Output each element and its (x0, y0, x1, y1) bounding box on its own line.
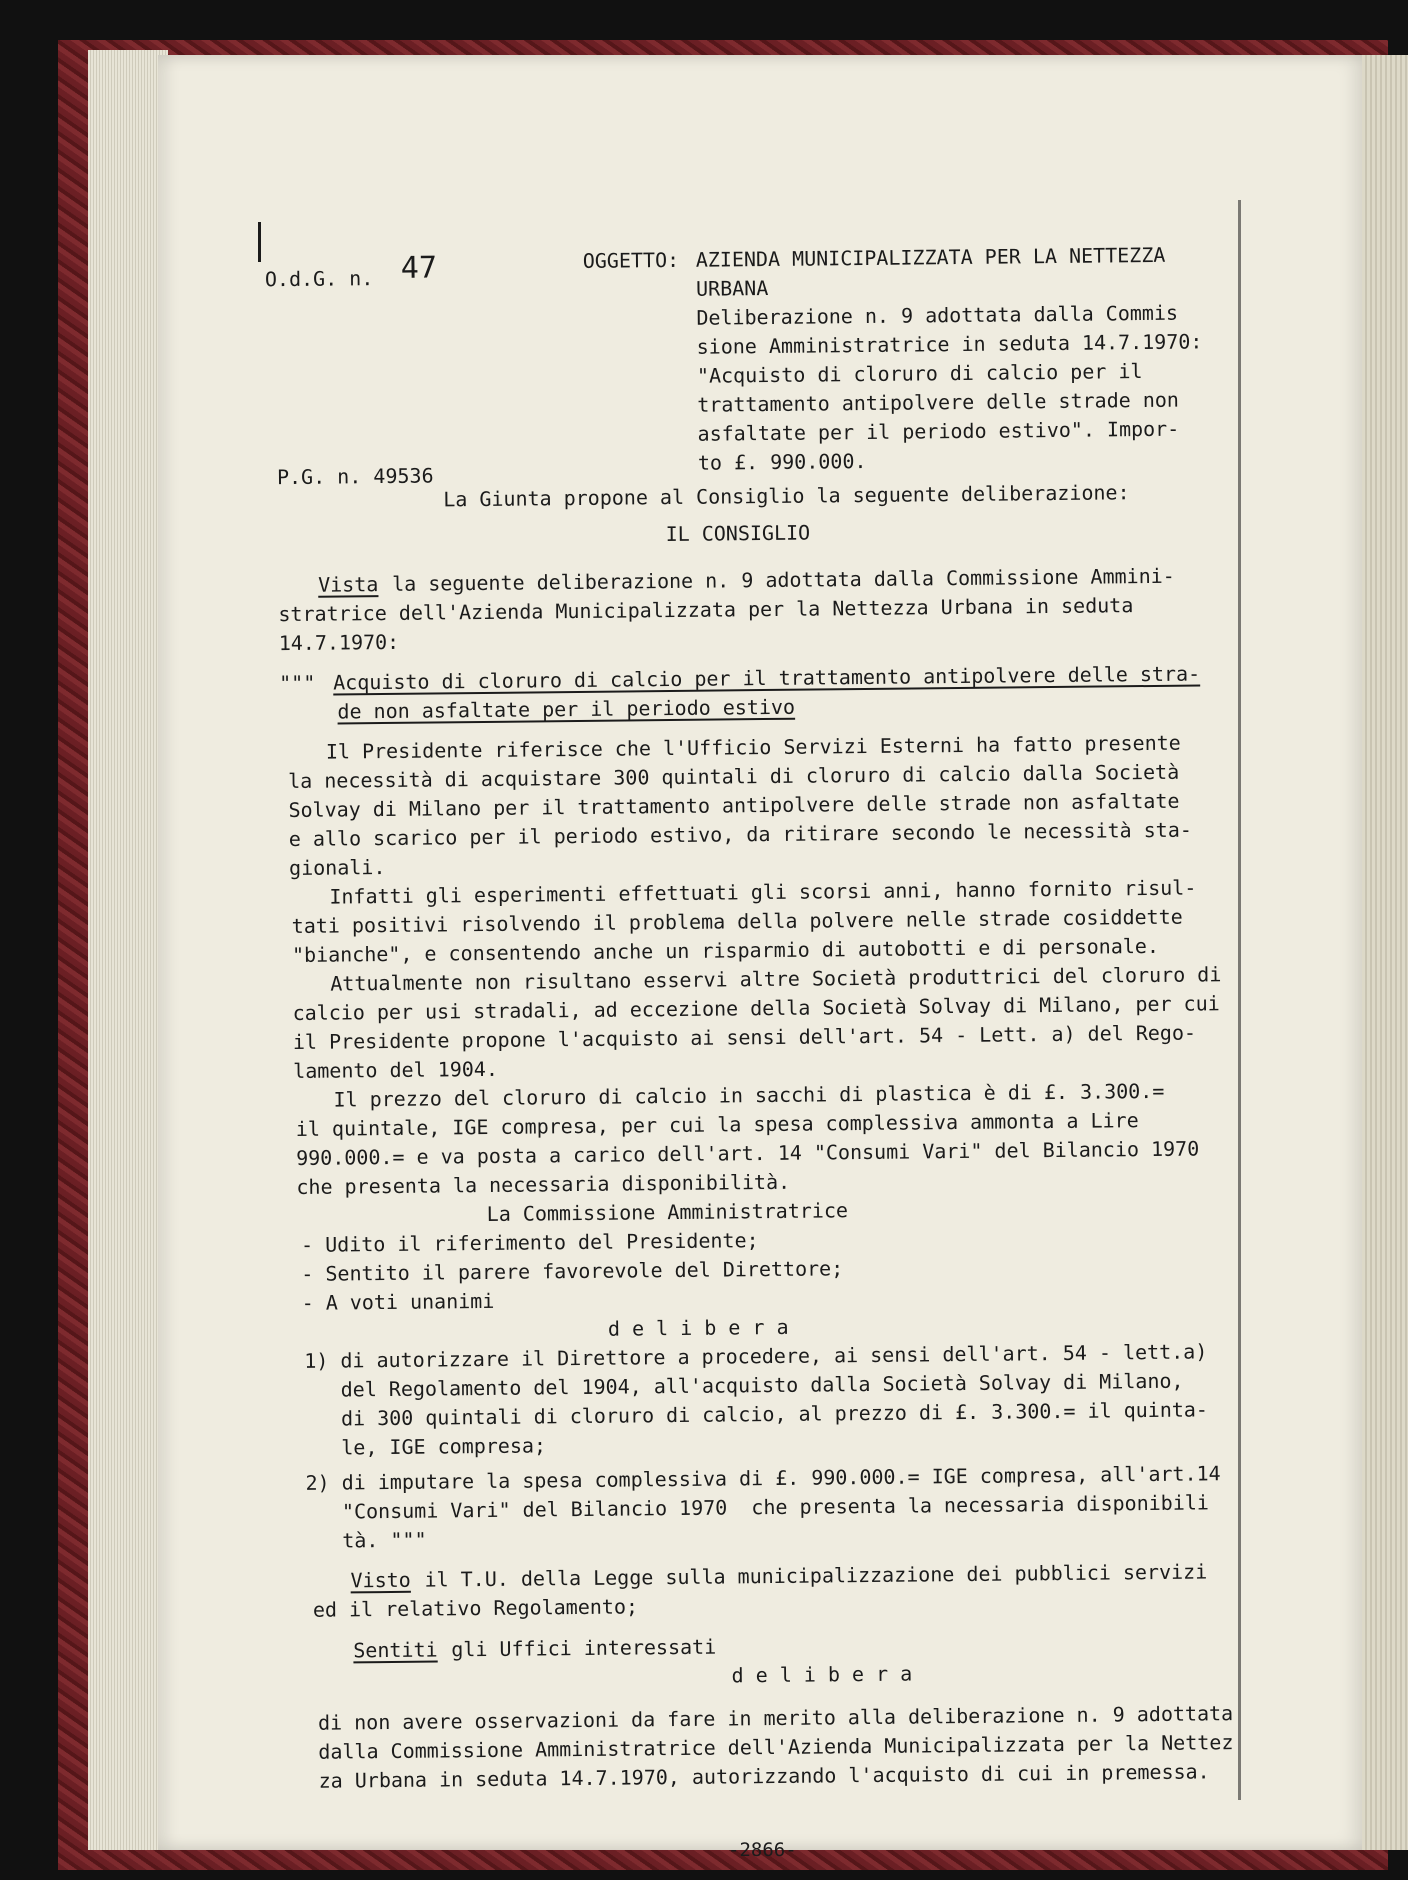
list-item: - Sentito il parere favorevole del Direttore; (301, 1256, 844, 1286)
final-line: di non avere osservazioni da fare in merito alla deliberazione n. 9 adottata (317, 1701, 1234, 1735)
margin-mark-right (1238, 200, 1241, 1800)
paragraph-line: Il prezzo del cloruro di calcio in sacchi di plastica è di £. 3.300.= (333, 1078, 1165, 1112)
paragraph-line: lamento del 1904. (293, 1056, 499, 1083)
acquisto-title: de non asfaltate per il periodo estivo (337, 694, 796, 724)
vista-word: Vista (318, 572, 379, 597)
oggetto-line: trattamento antipolvere delle strade non (697, 387, 1180, 417)
delibera-heading: d e l i b e r a (607, 1314, 789, 1341)
final-line: dalla Commissione Amministratrice dell'Azienda Municipalizzata per la Nettez (318, 1730, 1234, 1764)
page-number: -2866- (728, 1839, 797, 1861)
paragraph-line: gionali. (288, 855, 386, 881)
final-line: za Urbana in seduta 14.7.1970, autorizzando l'acquisto di cui in premessa. (318, 1759, 1210, 1793)
point-line: 1) di autorizzare il Direttore a procedere, ai sensi dell'art. 54 - lett.a) (304, 1339, 1208, 1373)
vista-line: la seguente deliberazione n. 9 adottata dalla Commissione Ammini- (392, 563, 1175, 596)
oggetto-line: to £. 990.000. (697, 448, 867, 475)
point-line: di 300 quintali di cloruro di calcio, al prezzo di £. 3.300.= il quinta- (304, 1397, 1209, 1431)
page-stack-left (88, 50, 168, 1850)
paragraph-line: e allo scarico per il periodo estivo, da ritirare secondo le necessità sta- (288, 817, 1192, 852)
point-line: 2) di imputare la spesa complessiva di £. 990.000.= IGE compresa, all'art.14 (305, 1461, 1221, 1495)
vista-line: stratrice dell'Azienda Municipalizzata per la Nettezza Urbana in seduta (278, 593, 1134, 627)
consiglio-heading: IL CONSIGLIO (665, 520, 811, 547)
oggetto-line: AZIENDA MUNICIPALIZZATA PER LA NETTEZZA (695, 242, 1166, 272)
margin-mark-left (258, 222, 261, 262)
visto-line: ed il relativo Regolamento; (312, 1594, 639, 1622)
visto-word: Visto (350, 1567, 411, 1593)
visto-line: il T.U. della Legge sulla municipalizzazione dei pubblici servizi (424, 1559, 1208, 1592)
giunta-line: La Giunta propone al Consiglio la seguente deliberazione: (443, 480, 1130, 512)
sentiti-rest: gli Uffici interessati (451, 1634, 717, 1662)
paragraph-line: 990.000.= e va posta a carico dell'art. 14 "Consumi Vari" del Bilancio 1970 (296, 1136, 1200, 1170)
quote-open: """ (279, 670, 316, 696)
odg-number: 47 (400, 250, 438, 286)
delibera-heading: d e l i b e r a (731, 1661, 913, 1688)
paragraph-line: "bianche", e consentendo anche un risparmio di autobotti e di personale. (291, 933, 1160, 967)
paragraph-line: il quintale, IGE compresa, per cui la spesa complessiva ammonta a Lire (295, 1108, 1139, 1141)
list-item: - A voti unanimi (301, 1288, 495, 1315)
paragraph-line: la necessità di acquistare 300 quintali di cloruro di calcio dalla Società (288, 759, 1180, 794)
point-line: tà. """ (306, 1527, 427, 1553)
acquisto-title: Acquisto di cloruro di calcio per il trattamento antipolvere delle stra- (333, 661, 1201, 695)
paragraph-line: calcio per usi stradali, ad eccezione della Società Solvay di Milano, per cui (292, 991, 1220, 1025)
point-line: le, IGE compresa; (305, 1433, 547, 1460)
paragraph-line: che presenta la necessaria disponibilità. (296, 1169, 791, 1199)
oggetto-label: OGGETTO: (582, 247, 680, 273)
paragraph-line: Il Presidente riferisce che l'Ufficio Servizi Esterni ha fatto presente (325, 730, 1181, 764)
commissione-heading: La Commissione Amministratrice (486, 1198, 849, 1226)
point-line: del Regolamento del 1904, all'acquisto dalla Società Solvay di Milano, (304, 1368, 1184, 1402)
paragraph-line: tati positivi risolvendo il problema della polvere nelle strade cosiddette (291, 904, 1183, 938)
paragraph-line: Infatti gli esperimenti effettuati gli scorsi anni, hanno fornito risul- (329, 875, 1197, 909)
pg-label: P.G. n. 49536 (276, 463, 434, 490)
paragraph-line: il Presidente propone l'acquisto ai sensi dell'art. 54 - Lett. a) del Rego- (292, 1020, 1197, 1054)
sentiti-word: Sentiti (353, 1637, 438, 1663)
odg-label: O.d.G. n. (264, 266, 374, 292)
point-line: "Consumi Vari" del Bilancio 1970 che presenta la necessaria disponibili (305, 1490, 1210, 1524)
vista-line: 14.7.1970: (278, 629, 400, 656)
paragraph-line: Solvay di Milano per il trattamento antipolvere delle strade non asfaltate (288, 788, 1180, 823)
oggetto-line: "Acquisto di cloruro di calcio per il (696, 359, 1143, 388)
oggetto-line: sione Amministratrice in seduta 14.7.1970: (696, 329, 1203, 359)
oggetto-line: Deliberazione n. 9 adottata dalla Commis (696, 300, 1179, 330)
oggetto-line: URBANA (695, 275, 769, 301)
page-stack-right (1362, 55, 1408, 1850)
oggetto-line: asfaltate per il periodo estivo". Impor- (697, 416, 1180, 446)
paragraph-line: Attualmente non risultano esservi altre Società produttrici del cloruro di (330, 962, 1222, 996)
list-item: - Udito il riferimento del Presidente; (300, 1228, 759, 1257)
